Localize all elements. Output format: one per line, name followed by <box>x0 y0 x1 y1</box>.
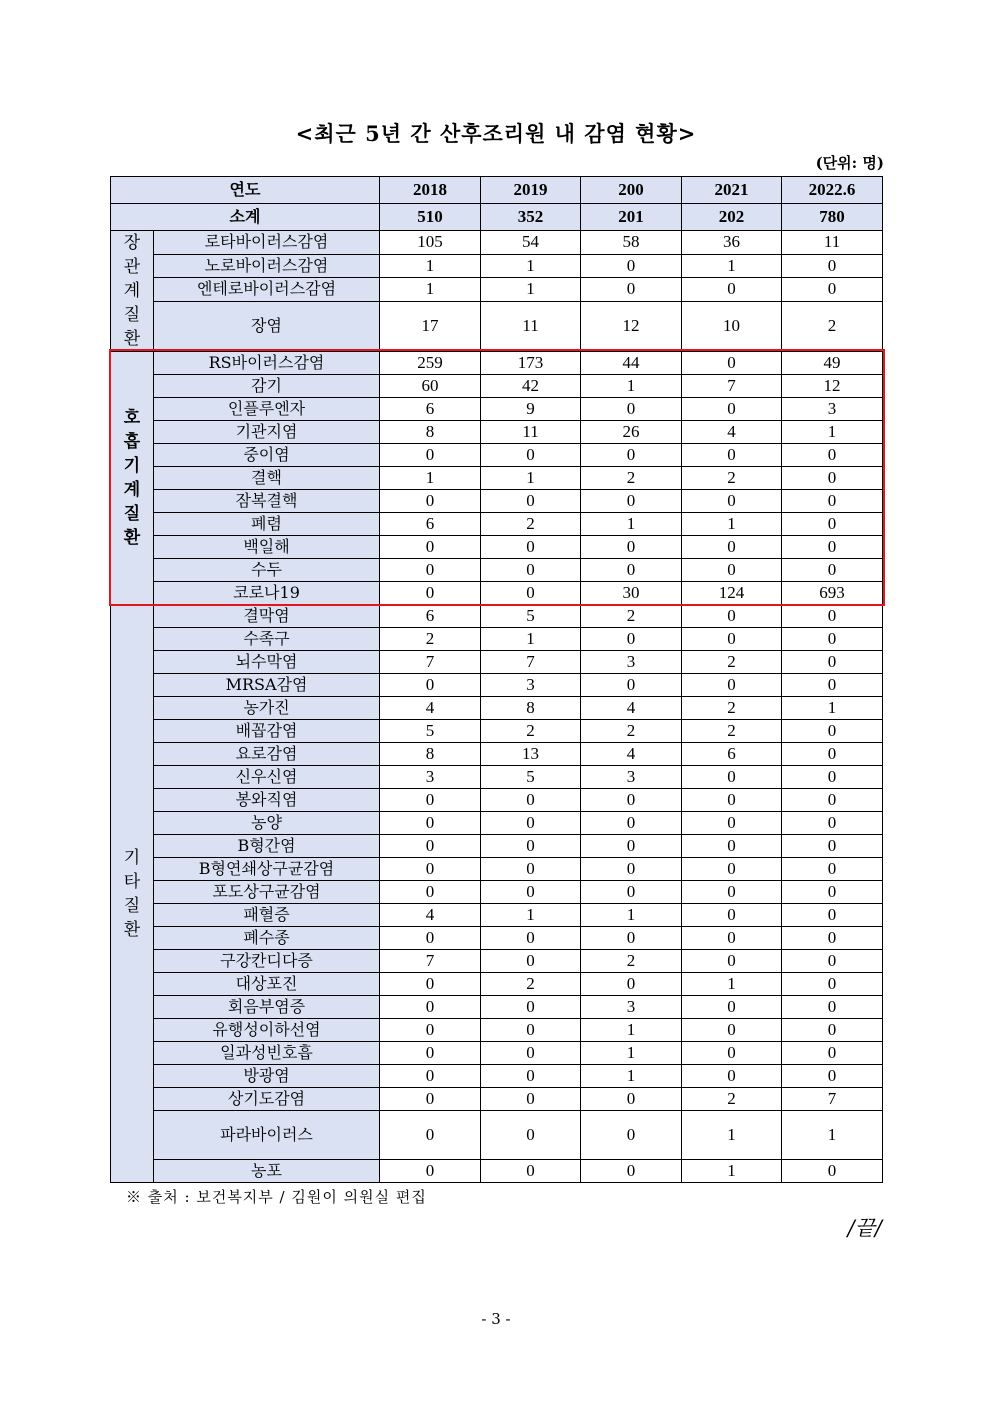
value-cell: 0 <box>782 835 883 858</box>
value-cell: 0 <box>380 973 481 996</box>
value-cell: 0 <box>380 812 481 835</box>
row-label: 수두 <box>154 559 380 582</box>
value-cell: 13 <box>481 743 581 766</box>
value-cell: 0 <box>682 1065 782 1088</box>
value-cell: 259 <box>380 352 481 375</box>
value-cell: 0 <box>481 1160 581 1183</box>
value-cell: 0 <box>581 628 682 651</box>
row-label: 폐렴 <box>154 513 380 536</box>
value-cell: 0 <box>782 904 883 927</box>
value-cell: 7 <box>481 651 581 674</box>
value-cell: 0 <box>682 490 782 513</box>
value-cell: 0 <box>782 950 883 973</box>
table-row <box>111 254 883 278</box>
value-cell: 0 <box>682 628 782 651</box>
value-cell: 36 <box>682 231 782 255</box>
value-cell: 124 <box>682 582 782 605</box>
value-cell: 1 <box>581 375 682 398</box>
value-cell: 6 <box>380 513 481 536</box>
value-cell: 3 <box>581 651 682 674</box>
row-label: 요로감염 <box>154 743 380 766</box>
value-cell: 0 <box>782 720 883 743</box>
value-cell: 1 <box>481 628 581 651</box>
value-cell: 30 <box>581 582 682 605</box>
value-cell: 4 <box>581 697 682 720</box>
value-cell: 0 <box>782 513 883 536</box>
table-row <box>111 697 883 720</box>
header-row <box>111 177 883 204</box>
value-cell: 0 <box>380 536 481 559</box>
value-cell: 1 <box>481 254 581 278</box>
value-cell: 11 <box>481 301 581 351</box>
value-cell: 0 <box>782 1042 883 1065</box>
table-row <box>111 789 883 812</box>
value-cell: 0 <box>380 559 481 582</box>
row-label: 기관지염 <box>154 421 380 444</box>
value-cell: 0 <box>682 812 782 835</box>
row-label: 결핵 <box>154 467 380 490</box>
value-cell: 2 <box>682 1088 782 1111</box>
subtotal-cell: 352 <box>481 204 581 231</box>
group-respiratory: 호 흡 기 계 질 환 <box>111 352 154 605</box>
group-intestinal: 장 관 계 질 환 <box>111 231 154 352</box>
value-cell: 0 <box>581 444 682 467</box>
row-label: B형연쇄상구균감염 <box>154 858 380 881</box>
row-label: 농포 <box>154 1160 380 1183</box>
unit-label: (단위: 명) <box>815 154 884 172</box>
value-cell: 0 <box>481 927 581 950</box>
value-cell: 0 <box>380 858 481 881</box>
value-cell: 0 <box>581 973 682 996</box>
value-cell: 0 <box>782 278 883 302</box>
value-cell: 9 <box>481 398 581 421</box>
value-cell: 0 <box>782 1065 883 1088</box>
value-cell: 60 <box>380 375 481 398</box>
row-label: 신우신염 <box>154 766 380 789</box>
value-cell: 3 <box>782 398 883 421</box>
value-cell: 1 <box>782 1111 883 1160</box>
row-label: 파라바이러스 <box>154 1111 380 1160</box>
value-cell: 0 <box>782 812 883 835</box>
row-label: 방광염 <box>154 1065 380 1088</box>
value-cell: 1 <box>581 1019 682 1042</box>
value-cell: 1 <box>380 467 481 490</box>
year-cell: 2018 <box>380 177 481 204</box>
value-cell: 0 <box>481 858 581 881</box>
value-cell: 0 <box>581 835 682 858</box>
value-cell: 0 <box>481 559 581 582</box>
value-cell: 1 <box>682 513 782 536</box>
row-label: 로타바이러스감염 <box>154 231 380 255</box>
value-cell: 0 <box>380 490 481 513</box>
value-cell: 0 <box>682 444 782 467</box>
row-label: 백일해 <box>154 536 380 559</box>
value-cell: 0 <box>380 996 481 1019</box>
value-cell: 1 <box>682 254 782 278</box>
row-label: 인플루엔자 <box>154 398 380 421</box>
value-cell: 1 <box>481 904 581 927</box>
value-cell: 0 <box>581 254 682 278</box>
row-label: 유행성이하선염 <box>154 1019 380 1042</box>
table-row <box>111 1042 883 1065</box>
group-other: 기 타 질 환 <box>111 605 154 1183</box>
table-row <box>111 559 883 582</box>
value-cell: 0 <box>581 927 682 950</box>
value-cell: 0 <box>682 278 782 302</box>
row-label: 폐수종 <box>154 927 380 950</box>
source-note: ※ 출처 : 보건복지부 / 김원이 의원실 편집 <box>126 1188 427 1206</box>
value-cell: 0 <box>481 490 581 513</box>
value-cell: 0 <box>782 651 883 674</box>
value-cell: 0 <box>481 1111 581 1160</box>
value-cell: 105 <box>380 231 481 255</box>
value-cell: 0 <box>581 789 682 812</box>
table-row <box>111 835 883 858</box>
row-label: 결막염 <box>154 605 380 628</box>
subtotal-cell: 202 <box>682 204 782 231</box>
year-label: 연도 <box>111 177 380 204</box>
row-label: 감기 <box>154 375 380 398</box>
year-cell: 2021 <box>682 177 782 204</box>
value-cell: 1 <box>782 697 883 720</box>
value-cell: 0 <box>380 674 481 697</box>
value-cell: 2 <box>682 697 782 720</box>
value-cell: 0 <box>481 996 581 1019</box>
value-cell: 0 <box>380 1019 481 1042</box>
value-cell: 0 <box>782 536 883 559</box>
table-row <box>111 1088 883 1111</box>
value-cell: 0 <box>380 789 481 812</box>
row-label: 봉와직염 <box>154 789 380 812</box>
value-cell: 0 <box>481 835 581 858</box>
value-cell: 0 <box>682 881 782 904</box>
value-cell: 6 <box>380 398 481 421</box>
value-cell: 2 <box>380 628 481 651</box>
table-row <box>111 421 883 444</box>
year-cell: 2019 <box>481 177 581 204</box>
table-row <box>111 513 883 536</box>
value-cell: 1 <box>682 1111 782 1160</box>
value-cell: 0 <box>581 559 682 582</box>
value-cell: 0 <box>481 789 581 812</box>
value-cell: 0 <box>581 1088 682 1111</box>
value-cell: 0 <box>581 278 682 302</box>
value-cell: 8 <box>481 697 581 720</box>
value-cell: 0 <box>380 927 481 950</box>
row-label: 잠복결핵 <box>154 490 380 513</box>
value-cell: 0 <box>380 881 481 904</box>
table-row <box>111 881 883 904</box>
value-cell: 4 <box>380 904 481 927</box>
value-cell: 0 <box>581 398 682 421</box>
row-label: 농가진 <box>154 697 380 720</box>
year-cell: 2022.6 <box>782 177 883 204</box>
value-cell: 2 <box>682 651 782 674</box>
value-cell: 11 <box>481 421 581 444</box>
value-cell: 0 <box>782 766 883 789</box>
row-label: 노로바이러스감염 <box>154 254 380 278</box>
value-cell: 2 <box>682 720 782 743</box>
value-cell: 0 <box>782 1019 883 1042</box>
value-cell: 12 <box>782 375 883 398</box>
value-cell: 4 <box>581 743 682 766</box>
value-cell: 4 <box>380 697 481 720</box>
table-row <box>111 375 883 398</box>
value-cell: 7 <box>782 1088 883 1111</box>
value-cell: 0 <box>682 766 782 789</box>
row-label: 중이염 <box>154 444 380 467</box>
table-row <box>111 605 883 628</box>
value-cell: 0 <box>481 444 581 467</box>
value-cell: 1 <box>581 513 682 536</box>
value-cell: 173 <box>481 352 581 375</box>
value-cell: 2 <box>481 720 581 743</box>
value-cell: 0 <box>380 582 481 605</box>
table-row <box>111 1065 883 1088</box>
infection-table <box>110 176 883 1183</box>
value-cell: 0 <box>782 674 883 697</box>
value-cell: 0 <box>682 536 782 559</box>
table-row <box>111 766 883 789</box>
table-row <box>111 720 883 743</box>
value-cell: 3 <box>581 996 682 1019</box>
value-cell: 8 <box>380 743 481 766</box>
value-cell: 44 <box>581 352 682 375</box>
value-cell: 3 <box>481 674 581 697</box>
table-row <box>111 467 883 490</box>
page-title: <최근 5년 간 산후조리원 내 감염 현황> <box>295 121 697 146</box>
value-cell: 0 <box>581 1111 682 1160</box>
table-row <box>111 996 883 1019</box>
value-cell: 2 <box>581 720 682 743</box>
table-row <box>111 973 883 996</box>
value-cell: 0 <box>782 628 883 651</box>
value-cell: 5 <box>481 766 581 789</box>
table-row <box>111 444 883 467</box>
value-cell: 6 <box>380 605 481 628</box>
value-cell: 0 <box>682 835 782 858</box>
value-cell: 0 <box>682 398 782 421</box>
value-cell: 0 <box>782 467 883 490</box>
value-cell: 0 <box>682 950 782 973</box>
value-cell: 693 <box>782 582 883 605</box>
table-row <box>111 628 883 651</box>
table-row <box>111 1019 883 1042</box>
value-cell: 0 <box>782 254 883 278</box>
value-cell: 0 <box>682 1019 782 1042</box>
table-row <box>111 1160 883 1183</box>
row-label: 포도상구균감염 <box>154 881 380 904</box>
subtotal-cell: 780 <box>782 204 883 231</box>
value-cell: 3 <box>581 766 682 789</box>
subtotal-label: 소계 <box>111 204 380 231</box>
value-cell: 2 <box>481 973 581 996</box>
value-cell: 1 <box>481 467 581 490</box>
value-cell: 0 <box>682 559 782 582</box>
page-number: - 3 - <box>481 1310 511 1328</box>
value-cell: 0 <box>481 1088 581 1111</box>
value-cell: 2 <box>782 301 883 351</box>
value-cell: 0 <box>481 1042 581 1065</box>
row-label: 대상포진 <box>154 973 380 996</box>
table-row <box>111 490 883 513</box>
value-cell: 6 <box>682 743 782 766</box>
table-row <box>111 651 883 674</box>
value-cell: 1 <box>682 1160 782 1183</box>
value-cell: 0 <box>380 1042 481 1065</box>
value-cell: 0 <box>782 605 883 628</box>
table-row <box>111 743 883 766</box>
value-cell: 1 <box>682 973 782 996</box>
value-cell: 0 <box>682 904 782 927</box>
value-cell: 1 <box>481 278 581 302</box>
subtotal-row <box>111 204 883 231</box>
table-row <box>111 398 883 421</box>
row-label: 뇌수막염 <box>154 651 380 674</box>
value-cell: 17 <box>380 301 481 351</box>
value-cell: 0 <box>682 789 782 812</box>
table-row <box>111 278 883 302</box>
end-mark: /끝/ <box>847 1216 882 1240</box>
value-cell: 0 <box>380 444 481 467</box>
value-cell: 2 <box>682 467 782 490</box>
value-cell: 0 <box>581 674 682 697</box>
row-label: 패혈증 <box>154 904 380 927</box>
value-cell: 7 <box>682 375 782 398</box>
row-label: 회음부염증 <box>154 996 380 1019</box>
value-cell: 0 <box>782 858 883 881</box>
value-cell: 0 <box>782 1160 883 1183</box>
value-cell: 0 <box>782 743 883 766</box>
value-cell: 1 <box>380 254 481 278</box>
value-cell: 58 <box>581 231 682 255</box>
table-row <box>111 231 883 255</box>
value-cell: 0 <box>682 927 782 950</box>
table-row <box>111 904 883 927</box>
value-cell: 0 <box>380 1065 481 1088</box>
value-cell: 0 <box>782 559 883 582</box>
row-label: B형간염 <box>154 835 380 858</box>
value-cell: 0 <box>481 1019 581 1042</box>
value-cell: 3 <box>380 766 481 789</box>
value-cell: 2 <box>581 950 682 973</box>
value-cell: 2 <box>581 605 682 628</box>
value-cell: 0 <box>481 812 581 835</box>
value-cell: 0 <box>782 996 883 1019</box>
row-label: 코로나19 <box>154 582 380 605</box>
value-cell: 0 <box>682 996 782 1019</box>
value-cell: 0 <box>380 835 481 858</box>
row-label: 일과성빈호흡 <box>154 1042 380 1065</box>
value-cell: 0 <box>782 490 883 513</box>
row-label: 엔테로바이러스감염 <box>154 278 380 302</box>
value-cell: 4 <box>682 421 782 444</box>
row-label: 상기도감염 <box>154 1088 380 1111</box>
value-cell: 0 <box>481 1065 581 1088</box>
value-cell: 5 <box>481 605 581 628</box>
row-label: 수족구 <box>154 628 380 651</box>
table-row <box>111 812 883 835</box>
value-cell: 11 <box>782 231 883 255</box>
value-cell: 0 <box>380 1160 481 1183</box>
value-cell: 0 <box>481 950 581 973</box>
subtotal-cell: 510 <box>380 204 481 231</box>
table-row <box>111 352 883 375</box>
value-cell: 10 <box>682 301 782 351</box>
value-cell: 49 <box>782 352 883 375</box>
value-cell: 0 <box>581 858 682 881</box>
table-row <box>111 1111 883 1160</box>
value-cell: 0 <box>682 1042 782 1065</box>
value-cell: 42 <box>481 375 581 398</box>
value-cell: 0 <box>581 536 682 559</box>
value-cell: 2 <box>481 513 581 536</box>
value-cell: 0 <box>581 1160 682 1183</box>
row-label: 농양 <box>154 812 380 835</box>
row-label: RS바이러스감염 <box>154 352 380 375</box>
value-cell: 0 <box>481 881 581 904</box>
value-cell: 0 <box>682 858 782 881</box>
value-cell: 7 <box>380 950 481 973</box>
row-label: 장염 <box>154 301 380 351</box>
value-cell: 7 <box>380 651 481 674</box>
value-cell: 0 <box>782 444 883 467</box>
value-cell: 5 <box>380 720 481 743</box>
table-row <box>111 301 883 351</box>
table-row <box>111 927 883 950</box>
value-cell: 1 <box>581 1065 682 1088</box>
table-row <box>111 582 883 605</box>
row-label: MRSA감염 <box>154 674 380 697</box>
table-row <box>111 950 883 973</box>
value-cell: 0 <box>782 789 883 812</box>
subtotal-cell: 201 <box>581 204 682 231</box>
value-cell: 12 <box>581 301 682 351</box>
value-cell: 0 <box>581 881 682 904</box>
value-cell: 0 <box>782 927 883 950</box>
table-row <box>111 536 883 559</box>
value-cell: 1 <box>581 1042 682 1065</box>
value-cell: 1 <box>380 278 481 302</box>
value-cell: 1 <box>782 421 883 444</box>
value-cell: 0 <box>782 973 883 996</box>
value-cell: 0 <box>380 1111 481 1160</box>
value-cell: 0 <box>682 674 782 697</box>
value-cell: 1 <box>581 904 682 927</box>
value-cell: 0 <box>581 490 682 513</box>
value-cell: 0 <box>782 881 883 904</box>
table-row <box>111 674 883 697</box>
value-cell: 0 <box>682 352 782 375</box>
year-cell: 200 <box>581 177 682 204</box>
value-cell: 26 <box>581 421 682 444</box>
row-label: 구강칸디다증 <box>154 950 380 973</box>
value-cell: 0 <box>481 536 581 559</box>
value-cell: 0 <box>380 1088 481 1111</box>
value-cell: 0 <box>581 812 682 835</box>
value-cell: 0 <box>682 605 782 628</box>
table-row <box>111 858 883 881</box>
value-cell: 0 <box>481 582 581 605</box>
value-cell: 54 <box>481 231 581 255</box>
value-cell: 8 <box>380 421 481 444</box>
row-label: 배꼽감염 <box>154 720 380 743</box>
value-cell: 2 <box>581 467 682 490</box>
